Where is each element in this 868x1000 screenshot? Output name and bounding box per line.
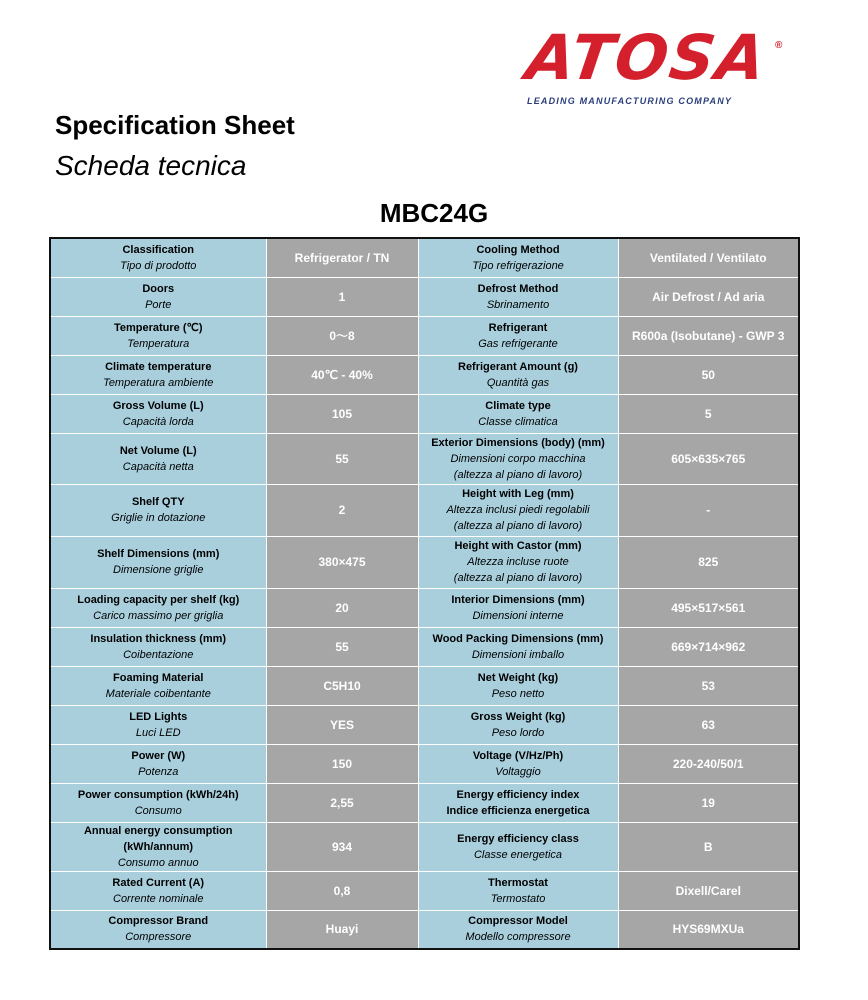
spec-value-2: 495×517×561 [618, 588, 799, 627]
spec-label-2 [418, 822, 618, 871]
spec-label-1 [50, 910, 266, 949]
spec-value-2: 5 [618, 394, 799, 433]
label-english: Refrigerant [488, 321, 548, 334]
spec-value-1: Refrigerator / TN [266, 238, 418, 277]
spec-value-1: 40℃ - 40% [266, 355, 418, 394]
label-english: (kWh/annum) [123, 840, 194, 853]
label-english: Net Weight (kg) [477, 671, 559, 684]
spec-value-2: Ventilated / Ventilato [618, 238, 799, 277]
spec-value-1: 380×475 [266, 536, 418, 588]
spec-row [50, 666, 799, 705]
spec-label-1 [50, 277, 266, 316]
spec-value-1: 55 [266, 433, 418, 484]
spec-value-2: Air Defrost / Ad aria [618, 277, 799, 316]
spec-label-1 [50, 627, 266, 666]
label-english: Climate type [485, 399, 551, 412]
label-english: Exterior Dimensions (body) (mm) [431, 436, 605, 449]
brand-wordmark: ATOSA [521, 21, 772, 94]
label-italian: Termostato [490, 892, 546, 905]
label-italian: Temperatura [127, 337, 190, 350]
spec-label-1 [50, 238, 266, 277]
spec-value-2: B [618, 822, 799, 871]
label-english: Insulation thickness (mm) [90, 632, 227, 645]
registered-mark: ® [775, 40, 783, 51]
spec-table [49, 237, 800, 950]
label-italian: Gas refrigerante [478, 337, 558, 350]
label-english: Gross Weight (kg) [470, 710, 566, 723]
spec-value-2: 220-240/50/1 [618, 744, 799, 783]
label-english: Height with Castor (mm) [454, 540, 582, 552]
page-subtitle: Scheda tecnica [55, 150, 247, 181]
label-italian: Consumo [134, 804, 182, 817]
spec-value-1: 150 [266, 744, 418, 783]
label-english: Defrost Method [477, 282, 559, 295]
label-italian: Coibentazione [123, 648, 194, 661]
label-english: Refrigerant Amount (g) [458, 360, 578, 373]
spec-value-2: 63 [618, 705, 799, 744]
spec-value-2: HYS69MXUa [618, 910, 799, 949]
spec-label-2 [418, 433, 618, 484]
label-italian: Tipo refrigerazione [472, 259, 564, 272]
spec-row [50, 484, 799, 536]
label-italian: Porte [145, 298, 172, 311]
label-english: Climate temperature [105, 360, 212, 373]
label-italian: Compressore [125, 931, 192, 944]
spec-label-1 [50, 871, 266, 910]
spec-value-2: 50 [618, 355, 799, 394]
spec-row [50, 238, 799, 277]
label-english: Doors [142, 282, 175, 295]
spec-label-2 [418, 783, 618, 822]
spec-value-1: 934 [266, 822, 418, 871]
label-italian: (altezza al piano di lavoro) [453, 468, 583, 481]
spec-row [50, 705, 799, 744]
label-english: Power consumption (kWh/24h) [77, 788, 239, 801]
spec-label-1 [50, 666, 266, 705]
label-italian: Dimensioni corpo macchina [450, 452, 586, 465]
label-english: Rated Current (A) [112, 876, 205, 889]
spec-label-2 [418, 484, 618, 536]
spec-label-2 [418, 910, 618, 949]
spec-label-2 [418, 394, 618, 433]
spec-label-1 [50, 484, 266, 536]
spec-value-2: 53 [618, 666, 799, 705]
label-english: Shelf Dimensions (mm) [97, 548, 220, 560]
spec-label-1 [50, 433, 266, 484]
label-italian: Temperatura ambiente [103, 376, 214, 389]
label-english: Wood Packing Dimensions (mm) [432, 632, 604, 645]
label-italian: Consumo annuo [117, 856, 199, 869]
label-italian: Griglie in dotazione [111, 512, 206, 524]
spec-label-2 [418, 238, 618, 277]
label-english: Energy efficiency index [456, 788, 580, 801]
label-italian: Luci LED [135, 726, 181, 739]
spec-row [50, 355, 799, 394]
label-italian: (altezza al piano di lavoro) [453, 520, 583, 532]
spec-value-2: 605×635×765 [618, 433, 799, 484]
spec-label-1 [50, 744, 266, 783]
label-italian: Altezza incluse ruote [467, 556, 569, 568]
label-italian: Altezza inclusi piedi regolabili [446, 504, 590, 516]
label-english: Compressor Model [468, 915, 568, 928]
spec-row [50, 744, 799, 783]
label-english: Interior Dimensions (mm) [451, 593, 585, 606]
spec-label-1 [50, 822, 266, 871]
label-italian: Quantità gas [486, 376, 550, 389]
label-english: Compressor Brand [108, 915, 209, 928]
label-english: Net Volume (L) [119, 444, 197, 457]
spec-value-1: 0～8 [266, 316, 418, 355]
spec-label-2 [418, 277, 618, 316]
spec-label-1 [50, 355, 266, 394]
spec-value-1: 1 [266, 277, 418, 316]
label-italian: Capacità lorda [122, 415, 194, 428]
spec-value-1: YES [266, 705, 418, 744]
spec-value-2: R600a (Isobutane) - GWP 3 [618, 316, 799, 355]
label-english: Height with Leg (mm) [462, 488, 574, 500]
label-english: Voltage (V/Hz/Ph) [472, 749, 564, 762]
spec-row [50, 627, 799, 666]
brand-logo [521, 18, 787, 108]
spec-row [50, 536, 799, 588]
spec-label-1 [50, 705, 266, 744]
spec-value-1: 2 [266, 484, 418, 536]
label-italian: Dimensione griglie [113, 564, 204, 576]
label-english: Shelf QTY [131, 496, 185, 508]
label-italian: Materiale coibentante [105, 687, 211, 700]
label-italian: (altezza al piano di lavoro) [453, 572, 583, 584]
spec-label-1 [50, 316, 266, 355]
label-english: Power (W) [131, 749, 186, 762]
spec-label-2 [418, 355, 618, 394]
label-italian: Classe climatica [478, 415, 558, 428]
label-italian: Potenza [138, 765, 179, 778]
page-title: Specification Sheet [55, 110, 295, 140]
label-italian: Voltaggio [495, 765, 541, 778]
label-english: Foaming Material [113, 671, 204, 684]
spec-row [50, 783, 799, 822]
spec-label-2 [418, 744, 618, 783]
label-english: Thermostat [488, 876, 548, 889]
label-italian: Peso lordo [491, 726, 545, 739]
spec-row [50, 433, 799, 484]
label-italian: Capacità netta [122, 460, 194, 473]
spec-value-1: 2,55 [266, 783, 418, 822]
label-italian: Peso netto [491, 687, 545, 700]
label-english: Temperature (℃) [113, 321, 203, 334]
label-english: Classification [122, 243, 195, 256]
spec-row [50, 822, 799, 871]
label-english: Annual energy consumption [83, 824, 233, 837]
spec-value-1: 55 [266, 627, 418, 666]
label-english: Cooling Method [476, 243, 560, 256]
spec-value-1: Huayi [266, 910, 418, 949]
label-english: Energy efficiency class [457, 832, 579, 845]
label-italian: Dimensioni imballo [471, 648, 565, 661]
spec-row [50, 588, 799, 627]
spec-row [50, 316, 799, 355]
label-italian: Corrente nominale [113, 892, 204, 905]
spec-row [50, 871, 799, 910]
label-english: Loading capacity per shelf (kg) [77, 593, 240, 606]
spec-value-1: 0,8 [266, 871, 418, 910]
spec-value-2: - [618, 484, 799, 536]
spec-value-2: 825 [618, 536, 799, 588]
spec-row [50, 394, 799, 433]
spec-label-1 [50, 536, 266, 588]
spec-row [50, 910, 799, 949]
spec-value-1: C5H10 [266, 666, 418, 705]
spec-value-2: 19 [618, 783, 799, 822]
spec-value-1: 20 [266, 588, 418, 627]
label-italian: Sbrinamento [486, 298, 550, 311]
spec-label-2 [418, 705, 618, 744]
brand-tagline: LEADING MANUFACTURING COMPANY [527, 96, 733, 106]
spec-row [50, 277, 799, 316]
spec-label-2 [418, 316, 618, 355]
spec-label-2 [418, 588, 618, 627]
label-english: LED Lights [129, 710, 188, 723]
model-number: MBC24G [379, 198, 489, 228]
spec-label-2 [418, 536, 618, 588]
label-italian: Dimensioni interne [472, 609, 564, 622]
label-italian: Carico massimo per griglia [93, 609, 224, 622]
spec-label-1 [50, 783, 266, 822]
spec-label-2 [418, 871, 618, 910]
label-italian: Tipo di prodotto [120, 259, 197, 272]
label-italian: Modello compressore [465, 931, 571, 944]
spec-value-2: 669×714×962 [618, 627, 799, 666]
spec-value-1: 105 [266, 394, 418, 433]
spec-label-1 [50, 588, 266, 627]
spec-value-2: Dixell/Carel [618, 871, 799, 910]
label-english: Indice efficienza energetica [446, 804, 590, 817]
label-italian: Classe energetica [473, 848, 563, 861]
spec-label-2 [418, 627, 618, 666]
spec-label-1 [50, 394, 266, 433]
spec-label-2 [418, 666, 618, 705]
label-english: Gross Volume (L) [112, 399, 204, 412]
